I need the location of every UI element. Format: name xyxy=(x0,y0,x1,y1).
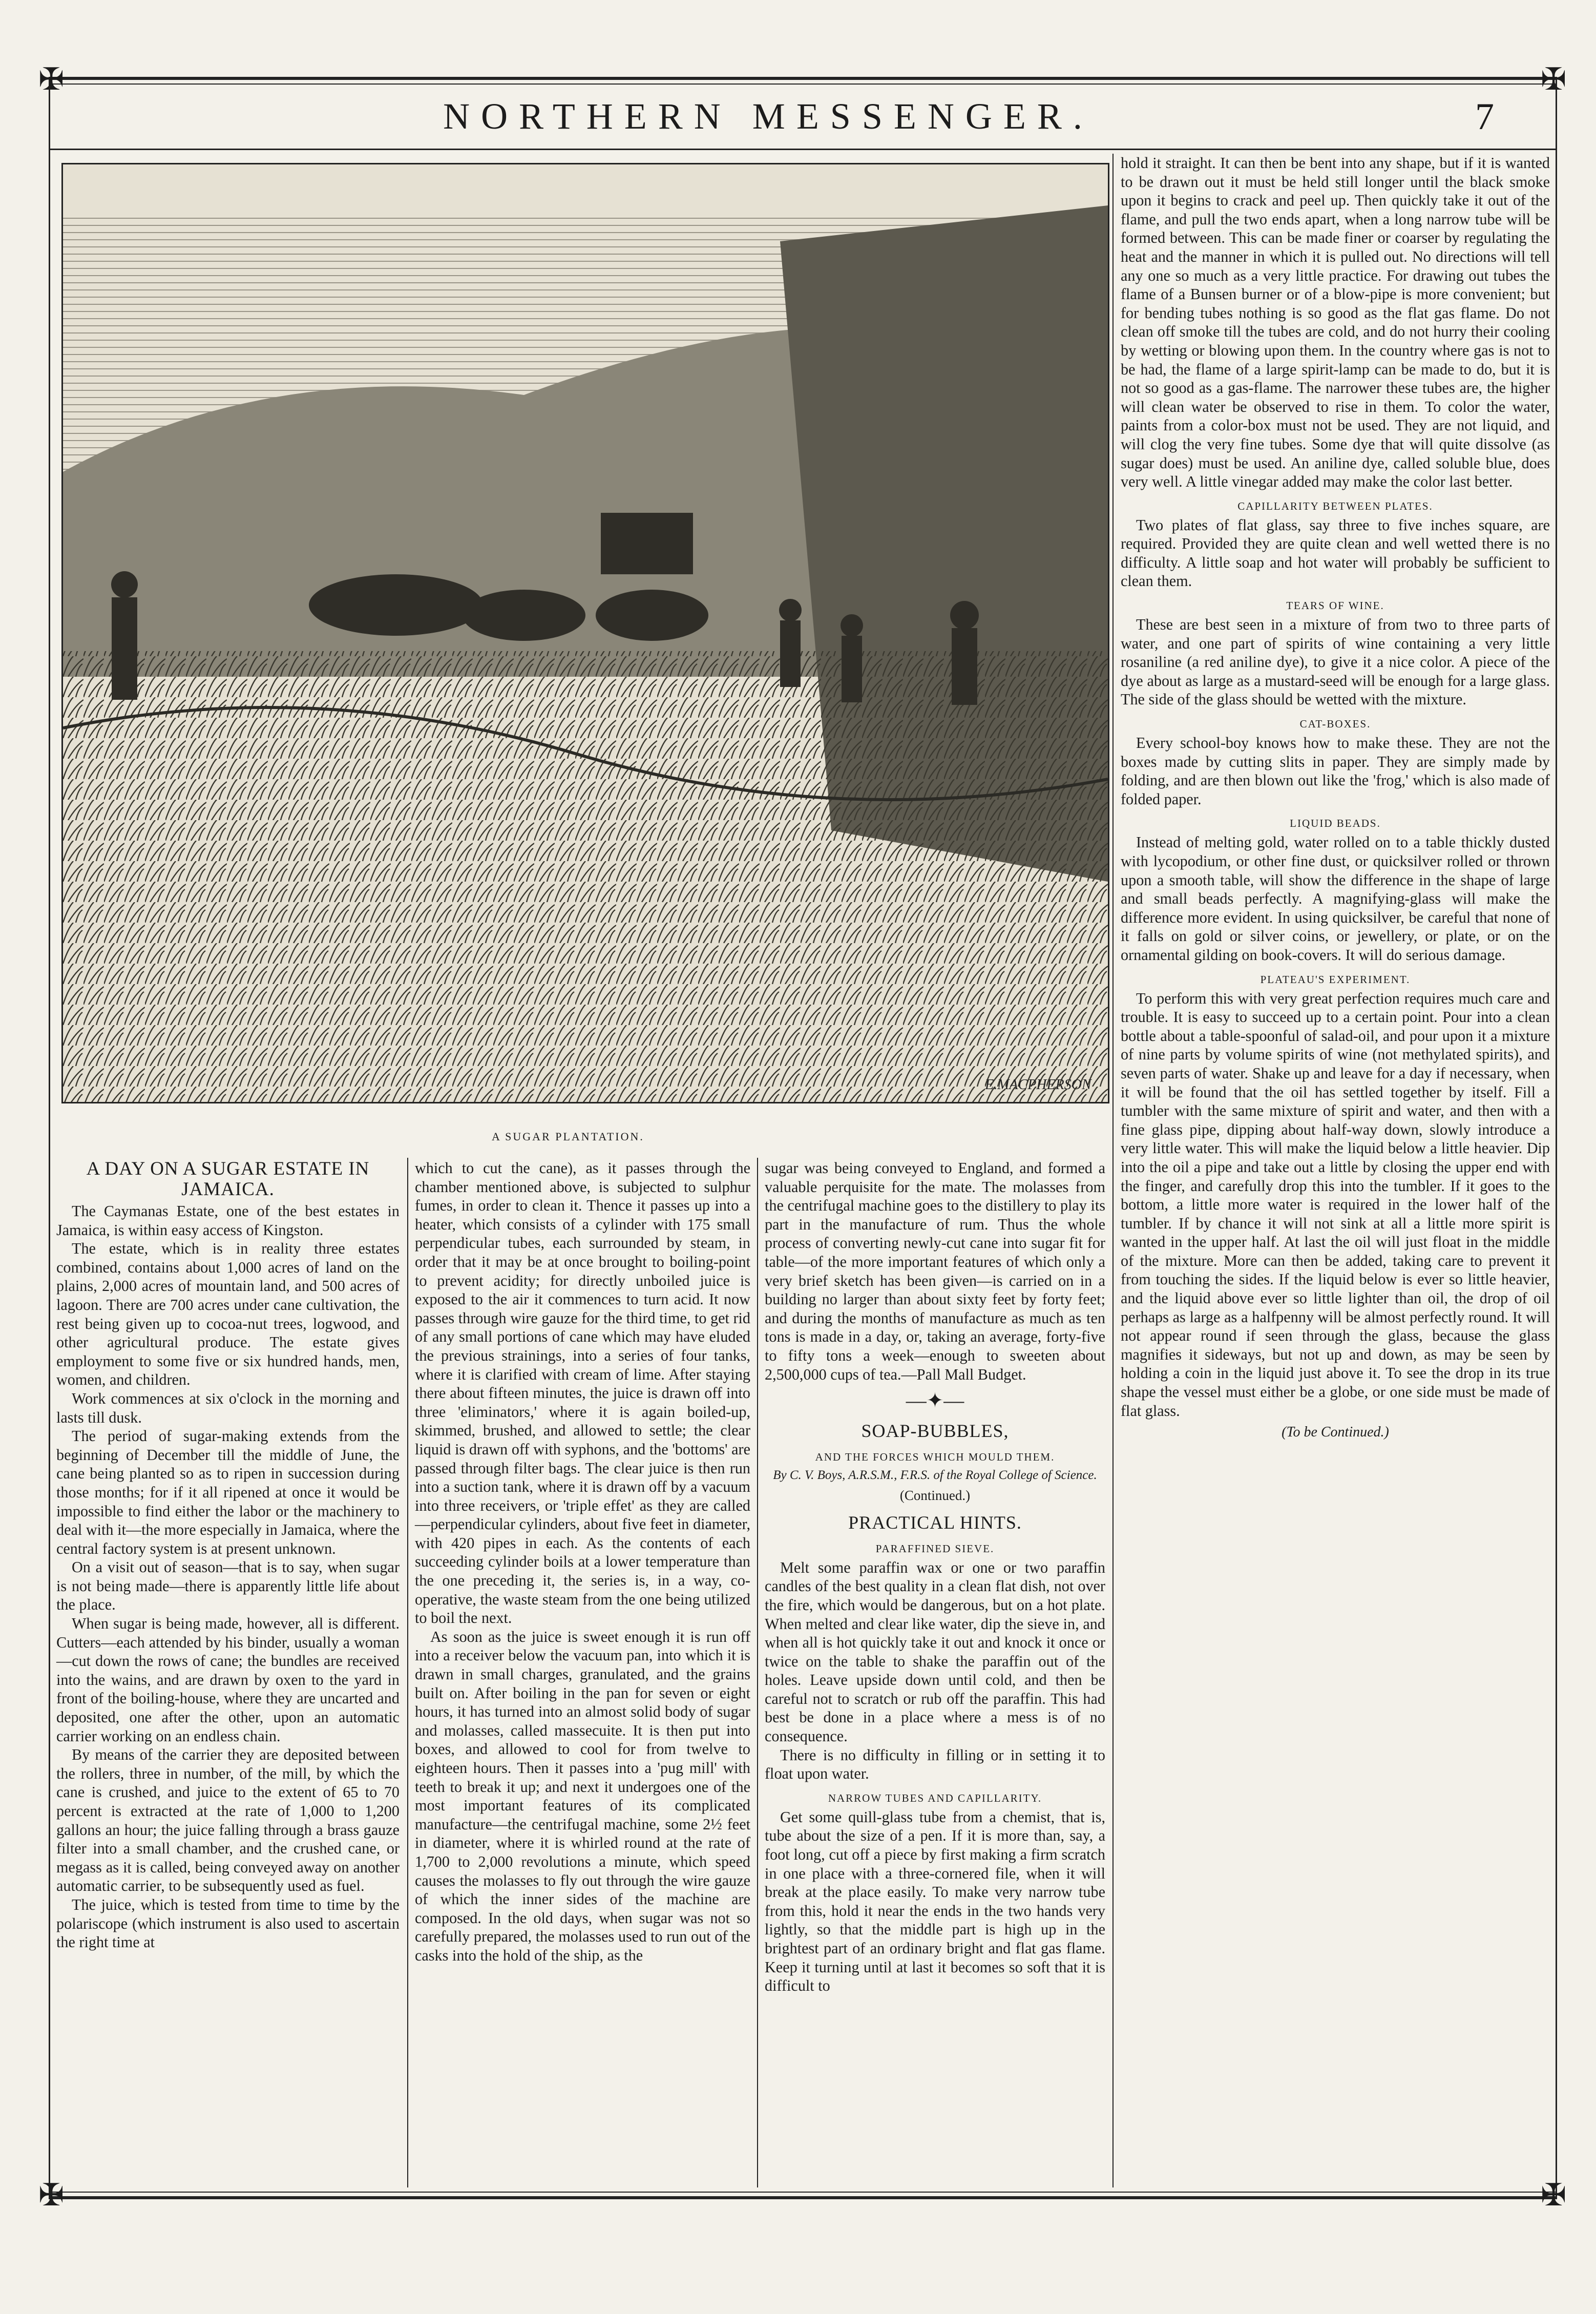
article-column-3 xyxy=(765,1159,1105,1995)
paragraph: The Caymanas Estate, one of the best estates in Jamaica, is within easy access of Kingston. xyxy=(56,1202,400,1239)
paragraph: The period of sugar-making extends from the beginning of December till the middle of June, the cane being planted so as to ripen in succession during those months; for if it all ripened at once it would be impossible to find either the labor or the machinery to deal with it—the more especially in Jamaica, where the central factory system is at present unknown. xyxy=(56,1427,400,1557)
article-byline: By C. V. Boys, A.R.S.M., F.R.S. of the Royal College of Science. xyxy=(773,1468,1097,1483)
paragraph: Two plates of flat glass, say three to five inches square, are required. Provided they are quite clean and well wetted there is no difficulty. A little soap and hot water will probably be sufficient to clean them. xyxy=(1121,516,1550,590)
column-rule-1 xyxy=(407,1158,408,2187)
corner-ornament-bl: ✠ xyxy=(38,2178,65,2212)
subhead-tears-of-wine: TEARS OF WINE. xyxy=(1286,599,1384,612)
paragraph: Every school-boy knows how to make these. They are not the boxes made by cutting slits in paper. They are simply made by folding, and are then blown out like the 'frog,' which is also made of folded paper. xyxy=(1121,734,1550,808)
subhead-paraffined-sieve: PARAFFINED SIEVE. xyxy=(875,1542,995,1555)
article-title-sugar-estate: A DAY ON A SUGAR ESTATE IN JAMAICA. xyxy=(86,1158,370,1200)
paragraph: which to cut the cane), as it passes through the chamber mentioned above, is subjected to sulphur fumes, in order to clean it. Thence it passes up into a heater, which consists of a cylinder with 175 small perpendicular tubes, each surrounded by steam, in order that it may be at once brought to boiling-point to prevent acidity; for directly unboiled juice is exposed to the air it commences to turn acid. It now passes through wire gauze for the third time, to get rid of any small portions of cane which may have eluded the previous strainings, into a series of four tanks, where it is clarified with cream of lime. After staying there about fifteen minutes, the juice is drawn off into three 'eliminators,' where it is again boiled-up, skimmed, brushed, and allowed to settle; the clear liquid is drawn off with syphons, and the 'bottoms' are passed through filter bags. The clear juice is then run into a suction tank, where it is drawn off by a vacuum into three receivers, or 'triple effet' as they are called—perpendicular cylinders, about five feet in diameter, with 420 pipes in each. As the contents of each succeeding cylinder boils at a lower temperature than the one preceding it, the series is, in a way, co-operative, the waste steam from the one being utilized to boil the next. xyxy=(415,1159,750,1627)
subhead-capillarity-plates: CAPILLARITY BETWEEN PLATES. xyxy=(1237,499,1433,512)
paragraph: These are best seen in a mixture of from two to three parts of water, and one part of spirits of wine containing a very little rosaniline (a red aniline dye), to give it a nice color. A piece of the dye about as large as a mustard-seed will be enough for a large glass. The side of the glass should be wetted with the mixture. xyxy=(1121,616,1550,708)
article-column-2 xyxy=(415,1159,750,1965)
subhead-liquid-beads: LIQUID BEADS. xyxy=(1290,817,1381,830)
corner-ornament-tl: ✠ xyxy=(38,62,65,96)
article-subtitle: AND THE FORCES WHICH MOULD THEM. xyxy=(815,1451,1055,1464)
top-rule-inner xyxy=(49,84,1557,85)
subhead-cat-boxes: CAT-BOXES. xyxy=(1299,718,1371,731)
paragraph: Instead of melting gold, water rolled on to a table thickly dusted with lycopodium, or other fine dust, or quicksilver rolled or thrown upon a smooth table, will show the difference in the shape of large and small beads perfectly. A magnifying-glass will make the difference more evident. In using quicksilver, be careful that none of it falls on gold or silver coins, or jewellery, or plate, or on the ornamental gilding on book-covers. It will do serious damage. xyxy=(1121,833,1550,964)
paragraph: On a visit out of season—that is to say, when sugar is not being made—there is apparently little life about the place. xyxy=(56,1558,400,1614)
paragraph: Get some quill-glass tube from a chemist, that is, tube about the size of a pen. If it is more than, say, a foot long, cut off a piece by first making a firm scratch in one place with a three-cornered file, when it will break at the place easily. To make very narrow tube from this, hold it near the ends in the two hands very lightly, so that the middle part is high up in the brightest part of an ordinary bright and flat gas flame. Keep it turning until at last it becomes so soft that it is difficult to xyxy=(765,1808,1105,1995)
corner-ornament-tr: ✠ xyxy=(1541,62,1567,96)
page-number: 7 xyxy=(1475,96,1494,138)
top-rule-outer xyxy=(49,77,1557,80)
masthead-title: NORTHERN MESSENGER. xyxy=(443,96,1094,137)
masthead-rule xyxy=(49,149,1557,150)
paragraph: As soon as the juice is sweet enough it is run off into a receiver below the vacuum pan, into which it is drawn in small charges, granulated, and the grains built on. After boiling in the pan for seven or eight hours, it has turned into an almost solid body of sugar and molasses, called massecuite. It is then put into boxes, and allowed to cool for from twelve to eighteen hours. Then it passes into a 'pug mill' with teeth to break it up; and next it undergoes one of the most important features of its complicated manufacture—the centrifugal machine, some 2½ feet in diameter, where it is whirled round at the rate of 1,700 to 2,000 revolutions a minute, which speed causes the molasses to fly out through the wire gauze of which the inner sides of the machine are composed. In the old days, when sugar was not so carefully prepared, the molasses used to run out of the casks into the hold of the ship, as the xyxy=(415,1628,750,1964)
paragraph: Work commences at six o'clock in the morning and lasts till dusk. xyxy=(56,1389,400,1426)
section-title-practical-hints: PRACTICAL HINTS. xyxy=(848,1512,1022,1533)
illustration-caption: A SUGAR PLANTATION. xyxy=(492,1130,644,1143)
paragraph: To perform this with very great perfection requires much care and trouble. It is easy to succeed up to a certain point. Pour into a clean bottle about a table-spoonful of salad-oil, and pour upon it a mixture of nine parts by volume spirits of wine (not methylated spirits), and seven parts of water. Shake up and leave for a day if necessary, when it will be found that the oil has settled together by itself. Fill a tumbler with the same mixture of spirit and water, and then with a fine glass pipe, dipping about half-way down, slowly introduce a very little water. This will make the liquid below a little heavier. Dip into the oil a pipe and take out a little by closing the upper end with the finger, and carefully drop this into the tumbler. If it goes to the bottom, a little more water is required in the lower half of the tumbler. If by chance it will not sink at all a little more spirit is wanted in the upper half. At last the oil will just float in the middle of the mixture. More can then be added, taking care to prevent it from touching the sides. If the liquid below is ever so little heavier, and the liquid above ever so little lighter than oil, the drop of oil perhaps as large as a halfpenny will be almost perfectly round. It will not appear round if seen through the glass, because the glass magnifies it sideways, but not up and down, as may be seen by holding a coin in the liquid just above it. To see the drop in its true shape the vessel must either be a globe, or one side must be made of flat glass. xyxy=(1121,989,1550,1420)
engraving-image xyxy=(63,164,1108,1102)
paragraph: The juice, which is tested from time to time by the polariscope (which instrument is also used to ascertain the right time at xyxy=(56,1895,400,1951)
column-rule-2 xyxy=(757,1158,758,2187)
subhead-plateau-experiment: PLATEAU'S EXPERIMENT. xyxy=(1260,973,1411,986)
continued-note: (Continued.) xyxy=(899,1488,971,1504)
left-border xyxy=(49,77,50,2199)
article-column-4 xyxy=(1121,154,1550,1442)
article-title-soap-bubbles: SOAP-BUBBLES, xyxy=(861,1421,1009,1442)
corner-ornament-br: ✠ xyxy=(1541,2178,1567,2212)
paragraph: There is no difficulty in filling or in setting it to float upon water. xyxy=(765,1746,1105,1783)
paragraph: By means of the carrier they are deposited between the rollers, three in number, of the mill, by which the cane is crushed, and juice to the extent of 65 to 70 percent is extracted at the rate of 1,000 to 1,200 gallons an hour; the juice falling through a brass gauze filter into a small chamber, and the crushed cane, or megass as it is called, being conveyed away on another automatic carrier, to be subsequently used as fuel. xyxy=(56,1746,400,1895)
paragraph: hold it straight. It can then be bent into any shape, but if it is wanted to be drawn out it must be held still longer until the black smoke upon it begins to crack and peel up. Then quickly take it out of the flame, and pull the two ends apart, when a long narrow tube will be formed between. This can be made finer or coarser by regulating the heat and the manner in which it is pulled out. No directions will tell any one so much as a very little practice. For drawing out tubes the flame of a Bunsen burner or of a blow-pipe is more convenient; but for bending tubes nothing is so good as the flat gas flame. Do not clean off smoke till the tubes are cold, and do not hurry their cooling by wetting or blowing upon them. In the country where gas is not to be had, the flame of a large spirit-lamp can be made to do, but it is not so good as a gas-flame. The narrower these tubes are, the higher will clean water be observed to rise in them. To color the water, paints from a color-box must not be used. They are not liquid, and will clog the very fine tubes. Some dye that will quite dissolve (as sugar does) must be used. An aniline dye, called soluble blue, does very well. A little vinegar added may make the color last better. xyxy=(1121,154,1550,491)
bottom-rule-inner xyxy=(49,2192,1557,2193)
paragraph: The estate, which is in reality three estates combined, contains about 1,000 acres of land on the plains, 2,000 acres of mountain land, and 500 acres of lagoon. There are 700 acres under cane cultivation, the rest being given up to cocoa-nut trees, logwood, and other agricultural produce. The estate gives employment to some five or six hundred hands, men, women, and children. xyxy=(56,1240,400,1389)
article-column-1 xyxy=(56,1159,400,1952)
artist-signature: E.MACPHERSON xyxy=(985,1077,1091,1093)
sugar-plantation-illustration xyxy=(61,163,1109,1103)
paragraph: When sugar is being made, however, all is different. Cutters—each attended by his binder, usually a woman—cut down the rows of cane; the bundles are received into the wains, and are drawn by oxen to the yard in front of the boiling-house, where they are uncarted and deposited, one after the other, upon an automatic carrier working on an endless chain. xyxy=(56,1615,400,1745)
right-border xyxy=(1556,77,1557,2199)
to-be-continued-note: (To be Continued.) xyxy=(1282,1424,1389,1441)
column-rule-3 xyxy=(1112,154,1114,2187)
section-divider-ornament: —✦— xyxy=(906,1389,964,1412)
paragraph: sugar was being conveyed to England, and formed a valuable perquisite for the mate. The molasses from the centrifugal machine goes to the distillery to play its part in the manufacture of rum. Thus the whole process of converting newly-cut cane into sugar fit for table—of the more important features of which only a very brief sketch has been given—is carried on in a building no larger than about sixty feet by forty feet; and during the months of manufacture as much as ten tons is made in a day, or, taking an average, forty-five to fifty tons a week—enough to sweeten about 2,500,000 cups of tea.—Pall Mall Budget. xyxy=(765,1159,1105,1383)
paragraph: Melt some paraffin wax or one or two paraffin candles of the best quality in a clean flat dish, not over the fire, which would be dangerous, but on a hot plate. When melted and clear like water, dip the sieve in, and when all is hot quickly take it out and knock it once or twice on the table to shake the paraffin out of the holes. Leave upside down until cold, and then be careful not to scratch or rub off the paraffin. This had best be done in a place where a mess is of no consequence. xyxy=(765,1558,1105,1745)
subhead-narrow-tubes: NARROW TUBES AND CAPILLARITY. xyxy=(828,1791,1042,1804)
bottom-rule-outer xyxy=(49,2196,1557,2199)
